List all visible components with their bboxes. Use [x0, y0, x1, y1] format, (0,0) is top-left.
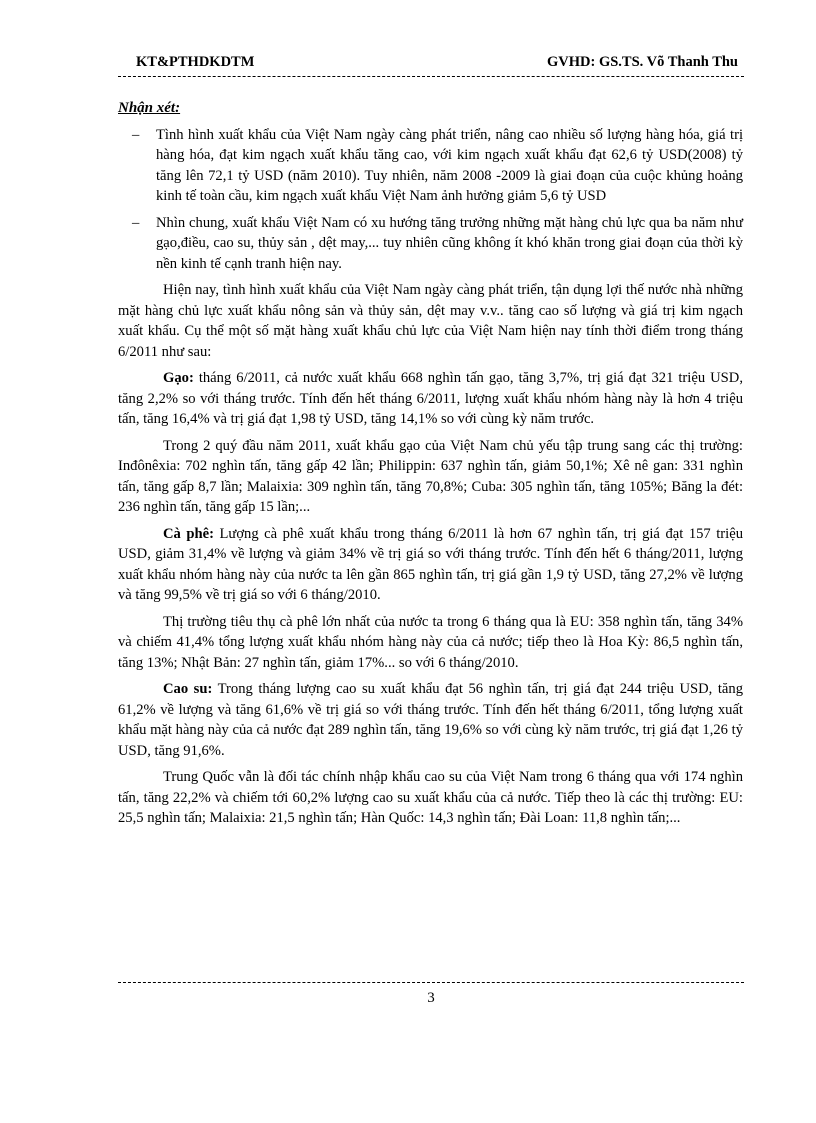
bullet-item — [118, 125, 743, 207]
page-header — [118, 52, 744, 77]
intro-paragraph: Hiện nay, tình hình xuất khẩu của Việt Nam ngày càng phát triển, tận dụng lợi thế nước nhà những mặt hàng chủ lực xuất khẩu nông sản và thủy sản, dệt may v.v.. tăng cao số lượng và giá trị kim ngạch xuất khẩu. Cụ thể một số mặt hàng xuất khẩu chủ lực của Việt Nam hiện nay tính thời điểm trong tháng 6/2011 như sau: — [118, 282, 743, 360]
header-course-code: KT&PTHDKDTM — [136, 54, 255, 70]
rice-paragraph — [118, 368, 743, 430]
rice-label: Gạo: — [163, 370, 194, 386]
bullet-text: Nhìn chung, xuất khẩu Việt Nam có xu hướng tăng trưởng những mặt hàng chủ lực qua ba năm như gạo,điều, cao su, thủy sản , dệt may,... tuy nhiên cũng không ít khó khăn trong giai đoạn của thời kỳ nền kinh tế cạnh tranh hiện nay. — [156, 214, 743, 272]
bullet-dash: – — [132, 126, 140, 143]
rubber-text: Trong tháng lượng cao su xuất khẩu đạt 56 nghìn tấn, trị giá đạt 244 triệu USD, tăng 61,2% về lượng và tăng 61,6% về trị giá so với tháng trước. Tính đến hết tháng 6/2011, tổng lượng xuất khẩu mặt hàng này của cả nước đạt 289 nghìn tấn, tăng 19,6% so với cùng kỳ năm trước, trị giá đạt 1,26 tỷ USD, tăng 91,6%. — [118, 681, 743, 759]
rubber-label: Cao su: — [163, 681, 213, 697]
page-body — [118, 98, 743, 835]
coffee-text: Lượng cà phê xuất khẩu trong tháng 6/2011 là hơn 67 nghìn tấn, trị giá đạt 157 triệu USD, giảm 31,4% về lượng và giảm 34% về trị giá so với tháng trước. Tính đến hết 6 tháng/2011, lượng xuất khẩu nhóm hàng này của nước ta lên gần 865 nghìn tấn, trị giá gần 1,9 tỷ USD, tăng 27,2% về lượng và tăng 99,5% về trị giá so với 6 tháng/2010. — [118, 525, 743, 603]
page-number: 3 — [427, 990, 435, 1006]
bullet-dash: – — [132, 214, 140, 231]
rice-markets-paragraph: Trong 2 quý đầu năm 2011, xuất khẩu gạo của Việt Nam chủ yếu tập trung sang các thị trường: Inđônêxia: 702 nghìn tấn, tăng gấp 42 lần; Philippin: 637 nghìn tấn, giảm 50,1%; Xê nê gan: 331 nghìn tấn, tăng gấp 8,7 lần; Malaixia: 309 nghìn tấn, tăng 70,8%; Cuba: 305 nghìn tấn, tăng 105%; Băng la đét: 236 nghìn tấn, tăng gấp 15 lần;... — [118, 437, 743, 515]
bullet-item — [118, 213, 743, 275]
coffee-label: Cà phê: — [163, 525, 214, 542]
coffee-paragraph — [118, 524, 743, 606]
rice-text: tháng 6/2011, cả nước xuất khẩu 668 nghìn tấn gạo, tăng 3,7%, trị giá đạt 321 triệu USD, tăng 2,2% so với tháng trước. Tính đến hết tháng 6/2011, lượng xuất khẩu nhóm hàng này là hơn 4 triệu tấn, tăng 16,4% và trị giá đạt 1,98 tỷ USD, tăng 14,1% so với cùng kỳ năm trước. — [118, 370, 743, 427]
bullet-text: Tình hình xuất khẩu của Việt Nam ngày càng phát triển, nâng cao nhiều số lượng hàng hóa, giá trị hàng hóa, đạt kim ngạch xuất khẩu tăng cao, với kim ngạch xuất khẩu đạt 62,6 tỷ USD(2008) tỷ tăng lên 72,1 tỷ USD (năm 2010). Tuy nhiên, năm 2008 -2009 là giai đoạn của cuộc khủng hoảng kinh tế toàn cầu, kim ngạch xuất khẩu Việt Nam ảnh hưởng giảm 5,6 tỷ USD — [156, 126, 743, 204]
footer-divider — [118, 982, 744, 983]
coffee-markets-paragraph: Thị trường tiêu thụ cà phê lớn nhất của nước ta trong 6 tháng qua là EU: 358 nghìn tấn, tăng 34% và chiếm 41,4% tổng lượng xuất khẩu nhóm hàng này của cả nước; tiếp theo là Hoa Kỳ: 86,5 nghìn tấn, tăng 13%; Nhật Bản: 27 nghìn tấn, giảm 17%... so với 6 tháng/2010. — [118, 613, 743, 671]
section-heading: Nhận xét: — [118, 100, 181, 116]
rubber-paragraph — [118, 679, 743, 761]
rubber-markets-paragraph: Trung Quốc vẫn là đối tác chính nhập khẩu cao su của Việt Nam trong 6 tháng qua với 174 nghìn tấn, tăng 22,2% và chiếm tới 60,2% lượng cao su xuất khẩu của cả nước. Tiếp theo là các thị trường: EU: 25,5 nghìn tấn; Malaixia: 21,5 nghìn tấn; Hàn Quốc: 14,3 nghìn tấn; Đài Loan: 11,8 nghìn tấn;... — [118, 769, 743, 826]
header-instructor: GVHD: GS.TS. Võ Thanh Thu — [546, 54, 738, 70]
